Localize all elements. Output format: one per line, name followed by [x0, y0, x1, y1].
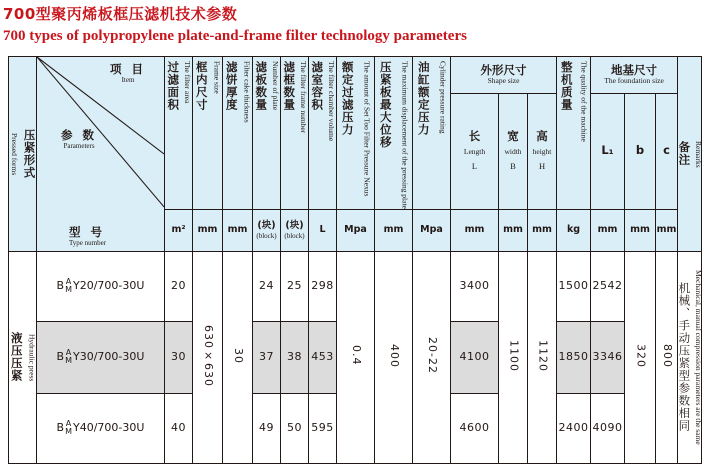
title-english: 700 types of polypropylene plate-and-frame filter technology parameters: [3, 28, 467, 44]
header-parameters-label: 参 数 Parameters: [61, 128, 98, 151]
c-cell: 800: [656, 251, 678, 463]
height-cell: 1120: [528, 251, 557, 463]
unit-b: mm: [625, 209, 656, 251]
volume-cell: 595: [309, 393, 337, 463]
header-frame-size: 框内尺寸 Frame size: [193, 57, 223, 210]
header-item-label: 项 目 Item: [109, 62, 146, 85]
header-pressed-forms: Pressed forms 压紧形式: [9, 57, 37, 252]
frame-size-cell: 630×630: [193, 251, 223, 463]
l1-cell: 3346: [591, 321, 625, 393]
header-length: 长 Length L: [451, 93, 499, 209]
mass-cell: 1850: [557, 321, 591, 393]
unit-area: m²: [165, 209, 193, 251]
unit-frames: (块) (block): [281, 209, 309, 251]
header-height: 高 height H: [528, 93, 557, 209]
diagonal-lines: [37, 57, 164, 251]
unit-filter-pressure: Mpa: [337, 209, 375, 251]
table-row: [9, 251, 702, 321]
plates-cell: 49: [253, 393, 281, 463]
header-foundation-size: 地基尺寸 The foundation size: [591, 57, 678, 94]
header-cylinder-pressure: 油缸额定压力 Cylinder pressure rating: [413, 57, 451, 210]
press-form-cell: 液压压紧 Hydraulic press: [9, 251, 37, 463]
unit-height: mm: [528, 209, 557, 251]
header-frame-count: 滤框数量 The filter frame number: [281, 57, 309, 210]
displacement-cell: 400: [375, 251, 413, 463]
mass-cell: 1500: [557, 251, 591, 321]
unit-volume: L: [309, 209, 337, 251]
unit-length: mm: [451, 209, 499, 251]
plates-cell: 37: [253, 321, 281, 393]
unit-displacement: mm: [375, 209, 413, 251]
header-c: c: [656, 93, 678, 209]
header-type-number-label: 型 号 Type number: [69, 224, 107, 247]
width-cell: 1100: [499, 251, 528, 463]
length-cell: 4100: [451, 321, 499, 393]
unit-plates: (块) (block): [253, 209, 281, 251]
unit-c: mm: [656, 209, 678, 251]
model-cell: B A MY20/700-30U: [37, 251, 165, 321]
volume-cell: 298: [309, 251, 337, 321]
filter-pressure-cell: 0.4: [337, 251, 375, 463]
unit-cylinder-pressure: Mpa: [413, 209, 451, 251]
header-machine-mass: 整机质量 The quality of the machine: [557, 57, 591, 210]
remarks-cell: 机械、手动压紧型参数相同 Mechanical, manual compression parameters are the same: [678, 251, 702, 463]
volume-cell: 453: [309, 321, 337, 393]
header-filter-area: 过滤面积 The filter area: [165, 57, 193, 210]
unit-cake: mm: [223, 209, 253, 251]
title-chinese: 700型聚丙烯板框压滤机技术参数: [3, 5, 238, 23]
l1-cell: 4090: [591, 393, 625, 463]
model-cell: B A MY40/700-30U: [37, 393, 165, 463]
length-cell: 4600: [451, 393, 499, 463]
header-width: 宽 width B: [499, 93, 528, 209]
header-max-displacement: 压紧板最大位移 The maximum displacement of the pressing plate: [375, 57, 413, 210]
header-shape-size: 外形尺寸 Shape size: [451, 57, 557, 94]
unit-mass: kg: [557, 209, 591, 251]
l1-cell: 2542: [591, 251, 625, 321]
header-plate-count: 滤板数量 Number of plate: [253, 57, 281, 210]
spec-table: [8, 56, 702, 464]
header-remarks: 备注 Remarks: [678, 57, 702, 252]
cake-thickness-cell: 30: [223, 251, 253, 463]
unit-frame-size: mm: [193, 209, 223, 251]
cylinder-pressure-cell: 20-22: [413, 251, 451, 463]
header-corner-cell: [37, 57, 165, 252]
length-cell: 3400: [451, 251, 499, 321]
unit-l1: mm: [591, 209, 625, 251]
unit-width: mm: [499, 209, 528, 251]
mass-cell: 2400: [557, 393, 591, 463]
frames-cell: 25: [281, 251, 309, 321]
header-b: b: [625, 93, 656, 209]
header-l1: L₁: [591, 93, 625, 209]
frames-cell: 38: [281, 321, 309, 393]
plates-cell: 24: [253, 251, 281, 321]
header-filter-pressure: 额定过滤压力 The amount of Set Too Filter Pressure Nexus: [337, 57, 375, 210]
header-cake-thickness: 滤饼厚度 Filter cake thickness: [223, 57, 253, 210]
area-cell: 30: [165, 321, 193, 393]
header-chamber-volume: 滤室容积 The filter chamber volume: [309, 57, 337, 210]
b-cell: 320: [625, 251, 656, 463]
area-cell: 40: [165, 393, 193, 463]
model-cell: B A MY30/700-30U: [37, 321, 165, 393]
area-cell: 20: [165, 251, 193, 321]
frames-cell: 50: [281, 393, 309, 463]
